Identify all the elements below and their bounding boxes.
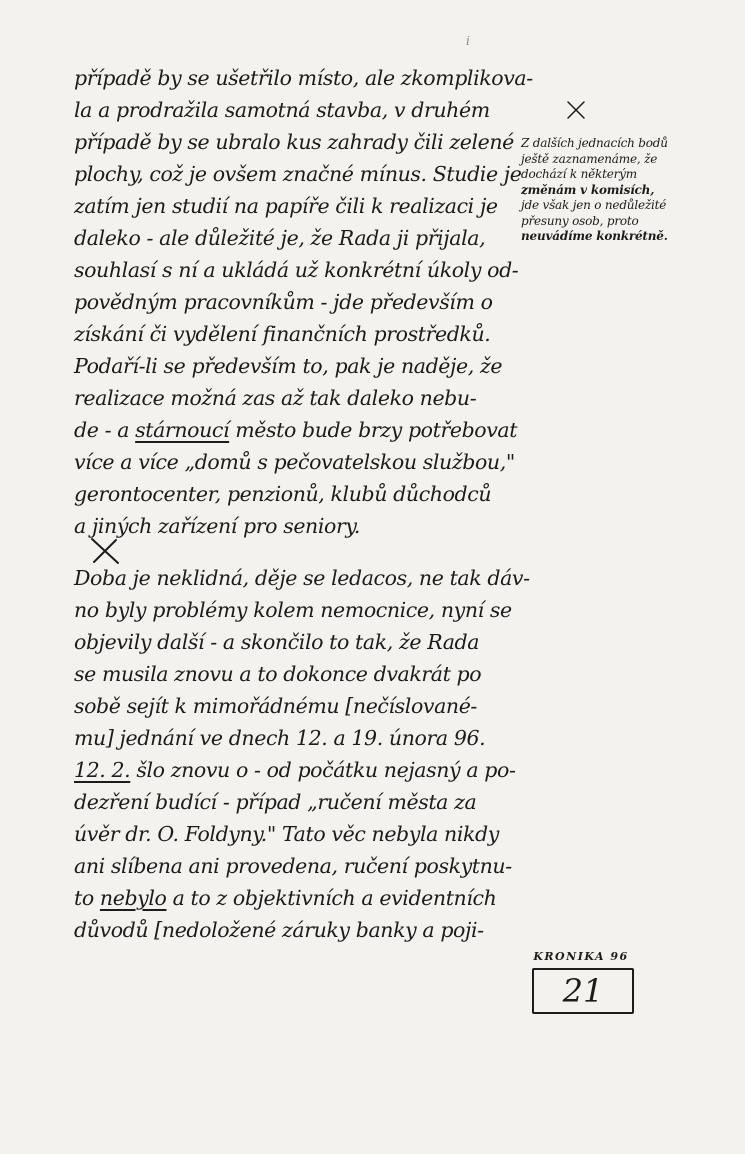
text-line: dezření budící - případ „ručení města za: [74, 790, 477, 814]
margin-note: [521, 136, 721, 245]
note-line: přesuny osob, proto: [521, 213, 639, 228]
text-line: ani slíbena ani provedena, ručení poskytnu-: [74, 854, 512, 878]
text-line: de - a stárnoucí město bude brzy potřebovat: [74, 418, 518, 442]
text-line: la a prodražila samotná stavba, v druhém: [74, 98, 490, 122]
text-line: mu] jednání ve dnech 12. a 19. února 96.: [74, 726, 486, 750]
text-line: no byly problémy kolem nemocnice, nyní se: [74, 598, 512, 622]
note-line: neuvádíme konkrétně.: [521, 229, 668, 243]
text-line: objevily další - a skončilo to tak, že Rada: [74, 630, 480, 654]
text-line: se musila znovu a to dokonce dvakrát po: [74, 662, 482, 686]
text-line: plochy, což je ovšem značné mínus. Studie je: [74, 162, 522, 186]
text-line: to nebylo a to z objektivních a evidentních: [74, 886, 497, 910]
text-line: daleko - ale důležité je, že Rada ji přijala,: [74, 226, 486, 250]
text-line: souhlasí s ní a ukládá už konkrétní úkoly od-: [74, 258, 519, 282]
chronicle-label: KRONIKA 96: [533, 950, 629, 963]
underlined-word: 12. 2.: [74, 758, 131, 782]
page-number: 21: [532, 968, 634, 1014]
text-line: povědným pracovníkům - jde především o: [74, 290, 493, 314]
main-paragraph-1: [74, 62, 533, 542]
text-line: Doba je neklidná, děje se ledacos, ne tak dáv-: [74, 566, 530, 590]
text-line: zatím jen studií na papíře čili k realizaci je: [74, 194, 498, 218]
note-line: změnám v komisích,: [521, 182, 655, 197]
text-line: více a více „domů s pečovatelskou službou,": [74, 450, 515, 474]
main-paragraph-2: [74, 562, 530, 946]
text-line: důvodů [nedoložené záruky banky a poji-: [74, 918, 484, 942]
text-line: získání či vydělení finančních prostředků.: [74, 322, 491, 346]
note-line: ještě zaznamenáme, že: [521, 151, 658, 166]
note-line: dochází k některým: [521, 167, 637, 181]
underlined-word: nebylo: [99, 886, 167, 910]
text-line: gerontocenter, penzionů, klubů důchodců: [74, 482, 492, 506]
note-line: Z dalších jednacích bodů: [521, 136, 668, 150]
text-line: realizace možná zas až tak daleko nebu-: [74, 386, 477, 410]
text-line: úvěr dr. O. Foldyny." Tato věc nebyla nikdy: [74, 822, 499, 846]
text-line: případě by se ubralo kus zahrady čili zelené: [74, 130, 514, 154]
text-line: případě by se ušetřilo místo, ale zkomplikova-: [74, 66, 533, 90]
text-line: a jiných zařízení pro seniory.: [74, 514, 360, 538]
underlined-word: stárnoucí: [135, 418, 230, 442]
text-line: sobě sejít k mimořádnému [nečíslované-: [74, 694, 477, 718]
text-line: 12. 2. šlo znovu o - od počátku nejasný a po-: [74, 758, 516, 782]
note-line: jde však jen o nedůležité: [521, 198, 667, 212]
top-pencil-mark: i: [466, 34, 470, 48]
note-cross-mark-icon: [565, 99, 587, 121]
text-line: Podaří-li se především to, pak je naděje, že: [74, 354, 503, 378]
